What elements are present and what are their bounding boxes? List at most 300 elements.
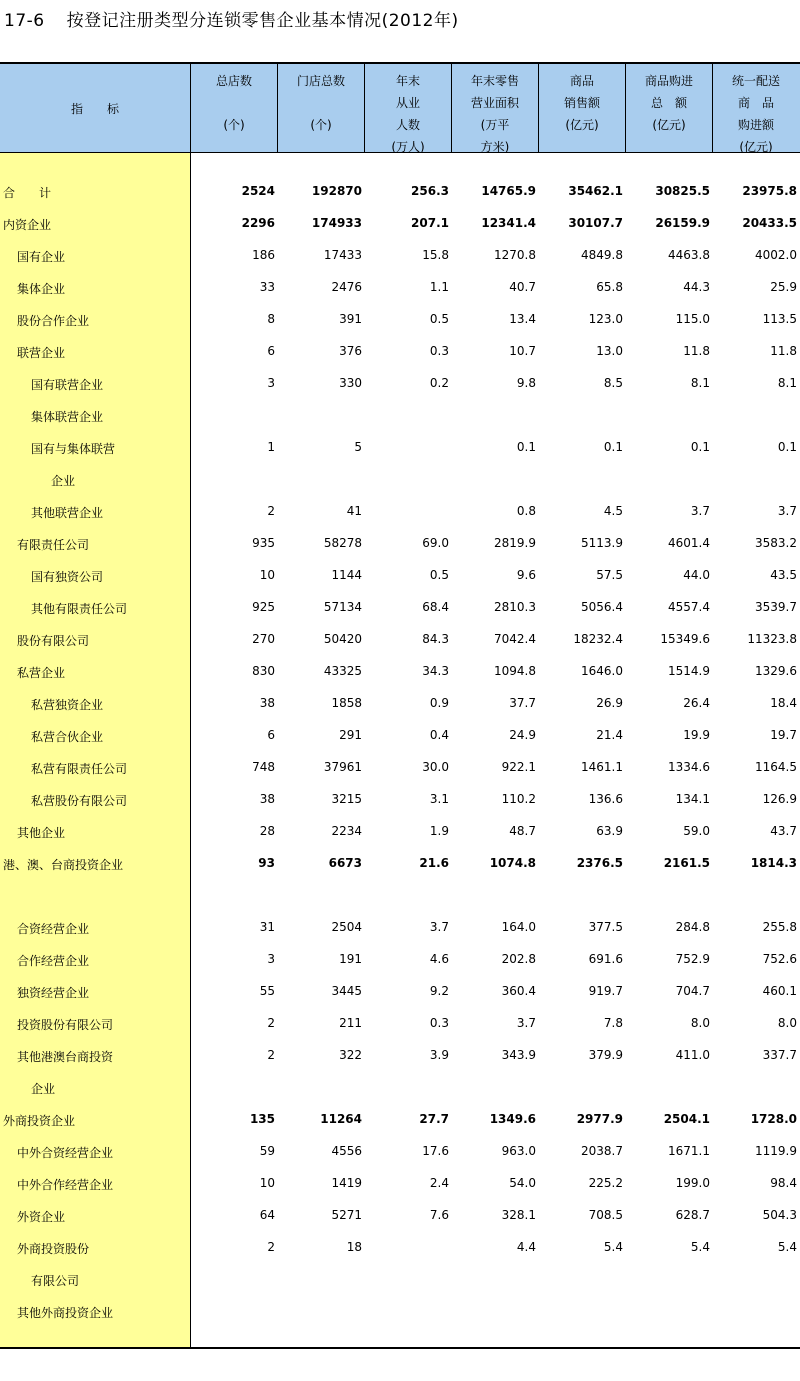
row-value: 113.5: [762, 312, 797, 326]
row-value: 6: [267, 728, 275, 742]
row-value: 69.0: [422, 536, 449, 550]
table-row: [0, 568, 800, 588]
row-value: 8.5: [603, 376, 623, 390]
row-value: 110.2: [501, 792, 536, 806]
header-column-line: 商品: [569, 74, 594, 88]
row-value: 15.8: [422, 248, 449, 262]
row-value: 704.7: [675, 984, 710, 998]
table-row: [0, 344, 800, 364]
row-value: 48.7: [509, 824, 536, 838]
row-value: 19.7: [770, 728, 797, 742]
row-value: 27.7: [419, 1112, 449, 1126]
row-label: 私营合伙企业: [31, 730, 104, 744]
row-label: 其他港澳台商投资: [17, 1050, 114, 1064]
row-value: 391: [339, 312, 362, 326]
table-row: [0, 888, 800, 908]
row-value: 43325: [323, 664, 362, 678]
row-value: 1349.6: [489, 1112, 536, 1126]
table-row: [0, 280, 800, 300]
row-label: 国有联营企业: [31, 378, 104, 392]
row-value: 830: [252, 664, 275, 678]
header-column-line: 方米): [480, 140, 510, 154]
row-value: 691.6: [588, 952, 623, 966]
table-row: [0, 824, 800, 844]
table-row: [0, 504, 800, 524]
header-column-line: 年末零售: [470, 74, 519, 88]
row-value: 186: [252, 248, 275, 262]
table-row: [0, 1016, 800, 1036]
row-value: 922.1: [501, 760, 536, 774]
table-row: [0, 1208, 800, 1228]
table-row: [0, 408, 800, 428]
row-label: 合作经营企业: [17, 954, 90, 968]
table-row: [0, 728, 800, 748]
row-label: 企业: [31, 1082, 56, 1096]
row-value: 343.9: [501, 1048, 536, 1062]
row-value: 28: [259, 824, 275, 838]
row-value: 3: [267, 952, 275, 966]
row-value: 57.5: [596, 568, 623, 582]
row-value: 0.9: [429, 696, 449, 710]
row-value: 14765.9: [481, 184, 536, 198]
row-value: 2: [267, 1240, 275, 1254]
row-value: 50420: [323, 632, 362, 646]
row-value: 9.8: [516, 376, 536, 390]
row-value: 0.1: [690, 440, 710, 454]
row-value: 64: [259, 1208, 275, 1222]
table-row: [0, 472, 800, 492]
row-label: 有限公司: [31, 1274, 80, 1288]
row-value: 8.1: [690, 376, 710, 390]
row-value: 5.4: [603, 1240, 623, 1254]
table-row: [0, 984, 800, 1004]
header-column-line: 购进额: [737, 118, 774, 132]
row-value: 9.2: [429, 984, 449, 998]
row-label: 内资企业: [3, 218, 52, 232]
row-value: 191: [339, 952, 362, 966]
row-value: 255.8: [762, 920, 797, 934]
row-value: 337.7: [762, 1048, 797, 1062]
row-value: 34.3: [422, 664, 449, 678]
row-value: 44.0: [683, 568, 710, 582]
row-value: 26.4: [683, 696, 710, 710]
row-value: 18: [346, 1240, 362, 1254]
row-value: 18.4: [770, 696, 797, 710]
table-row: [0, 376, 800, 396]
row-value: 1164.5: [755, 760, 797, 774]
row-value: 330: [339, 376, 362, 390]
row-value: 1074.8: [489, 856, 536, 870]
row-value: 4601.4: [668, 536, 710, 550]
row-label: 港、澳、台商投资企业: [3, 858, 124, 872]
row-value: 43.5: [770, 568, 797, 582]
row-value: 270: [252, 632, 275, 646]
row-value: 11323.8: [747, 632, 797, 646]
row-label: 私营企业: [17, 666, 66, 680]
row-value: 8.0: [690, 1016, 710, 1030]
row-value: 460.1: [762, 984, 797, 998]
row-value: 7.8: [603, 1016, 623, 1030]
header-column-line: (亿元): [739, 140, 773, 154]
row-value: 10: [259, 1176, 275, 1190]
table-row: [0, 1240, 800, 1260]
row-label: 外商投资股份: [17, 1242, 90, 1256]
row-value: 1858: [331, 696, 362, 710]
row-value: 38: [259, 696, 275, 710]
row-value: 628.7: [675, 1208, 710, 1222]
row-value: 5: [354, 440, 362, 454]
row-value: 1514.9: [668, 664, 710, 678]
header-column-line: 人数: [395, 118, 420, 132]
row-value: 5.4: [777, 1240, 797, 1254]
row-label: 国有独资公司: [31, 570, 104, 584]
header-column-line: (亿元): [565, 118, 599, 132]
row-value: 0.5: [429, 568, 449, 582]
row-value: 11.8: [770, 344, 797, 358]
row-value: 5113.9: [581, 536, 623, 550]
row-value: 411.0: [675, 1048, 710, 1062]
row-label: 中外合作经营企业: [17, 1178, 114, 1192]
row-value: 37.7: [509, 696, 536, 710]
row-value: 256.3: [411, 184, 449, 198]
row-value: 2504: [331, 920, 362, 934]
row-label: 外资企业: [17, 1210, 66, 1224]
row-value: 65.8: [596, 280, 623, 294]
table-row: [0, 600, 800, 620]
header-column: [190, 64, 278, 152]
table-row: [0, 1112, 800, 1132]
row-value: 4849.8: [581, 248, 623, 262]
row-value: 18232.4: [573, 632, 623, 646]
table-row: [0, 216, 800, 236]
row-value: 211: [339, 1016, 362, 1030]
header-indicator-label: 指 标: [70, 102, 119, 116]
row-value: 2524: [241, 184, 275, 198]
table-row: [0, 1144, 800, 1164]
row-value: 0.5: [429, 312, 449, 326]
table-row: [0, 792, 800, 812]
row-label: 投资股份有限公司: [17, 1018, 114, 1032]
header-column-line: 总 额: [650, 96, 687, 110]
row-value: 1671.1: [668, 1144, 710, 1158]
row-value: 10: [259, 568, 275, 582]
row-value: 1.9: [429, 824, 449, 838]
row-value: 3.7: [429, 920, 449, 934]
table-row: [0, 312, 800, 332]
row-value: 3.7: [777, 504, 797, 518]
row-value: 30825.5: [655, 184, 710, 198]
row-value: 26159.9: [655, 216, 710, 230]
row-value: 59.0: [683, 824, 710, 838]
header-column-line: (万人): [391, 140, 425, 154]
row-value: 6673: [328, 856, 362, 870]
row-value: 1.1: [429, 280, 449, 294]
row-value: 2476: [331, 280, 362, 294]
row-value: 13.0: [596, 344, 623, 358]
header-column: [625, 64, 713, 152]
row-label: 私营有限责任公司: [31, 762, 128, 776]
row-value: 0.8: [516, 504, 536, 518]
header-column-line: 销售额: [563, 96, 600, 110]
row-value: 4557.4: [668, 600, 710, 614]
row-value: 504.3: [762, 1208, 797, 1222]
row-label: 股份有限公司: [17, 634, 90, 648]
row-value: 93: [258, 856, 275, 870]
row-value: 2977.9: [576, 1112, 623, 1126]
row-value: 10.7: [509, 344, 536, 358]
row-value: 37961: [323, 760, 362, 774]
table-row: [0, 440, 800, 460]
row-value: 0.1: [516, 440, 536, 454]
row-value: 1270.8: [494, 248, 536, 262]
header-column-line: (个): [223, 118, 245, 132]
row-value: 2: [267, 1048, 275, 1062]
row-value: 12341.4: [481, 216, 536, 230]
table-row: [0, 1080, 800, 1100]
row-value: 2: [267, 504, 275, 518]
row-value: 1419: [331, 1176, 362, 1190]
row-value: 3.9: [429, 1048, 449, 1062]
row-value: 15349.6: [660, 632, 710, 646]
row-value: 4.4: [516, 1240, 536, 1254]
row-value: 63.9: [596, 824, 623, 838]
row-value: 3583.2: [755, 536, 797, 550]
row-value: 26.9: [596, 696, 623, 710]
row-value: 935: [252, 536, 275, 550]
row-value: 2: [267, 1016, 275, 1030]
row-value: 98.4: [770, 1176, 797, 1190]
row-value: 1094.8: [494, 664, 536, 678]
row-value: 123.0: [588, 312, 623, 326]
table-row: [0, 1304, 800, 1324]
row-value: 8: [267, 312, 275, 326]
row-value: 38: [259, 792, 275, 806]
table-row: [0, 856, 800, 876]
header-column-line: 总店数: [215, 74, 252, 88]
row-value: 199.0: [675, 1176, 710, 1190]
indicator-column-background: [0, 153, 190, 1347]
row-value: 3539.7: [755, 600, 797, 614]
row-value: 5056.4: [581, 600, 623, 614]
row-value: 1334.6: [668, 760, 710, 774]
row-value: 30.0: [422, 760, 449, 774]
row-value: 84.3: [422, 632, 449, 646]
row-value: 57134: [323, 600, 362, 614]
row-value: 7.6: [429, 1208, 449, 1222]
header-indicator: [0, 64, 190, 152]
header-column-line: 统一配送: [731, 74, 780, 88]
row-value: 1119.9: [755, 1144, 797, 1158]
row-label: 外商投资企业: [3, 1114, 76, 1128]
row-value: 1646.0: [581, 664, 623, 678]
row-value: 2038.7: [581, 1144, 623, 1158]
header-column-line: 从业: [395, 96, 420, 110]
row-value: 44.3: [683, 280, 710, 294]
header-column-line: 商 品: [737, 96, 774, 110]
row-value: 126.9: [762, 792, 797, 806]
table-row: [0, 1272, 800, 1292]
row-value: 3: [267, 376, 275, 390]
row-value: 2819.9: [494, 536, 536, 550]
row-value: 1144: [331, 568, 362, 582]
row-value: 2504.1: [663, 1112, 710, 1126]
row-value: 4.6: [429, 952, 449, 966]
row-value: 360.4: [501, 984, 536, 998]
table-row: [0, 632, 800, 652]
row-value: 6: [267, 344, 275, 358]
row-value: 752.6: [762, 952, 797, 966]
row-value: 13.4: [509, 312, 536, 326]
row-value: 115.0: [675, 312, 710, 326]
row-value: 8.0: [777, 1016, 797, 1030]
table-row: [0, 952, 800, 972]
row-value: 2376.5: [576, 856, 623, 870]
row-value: 284.8: [675, 920, 710, 934]
row-value: 3445: [331, 984, 362, 998]
row-value: 17433: [323, 248, 362, 262]
header-column-line: (个): [310, 118, 332, 132]
row-value: 24.9: [509, 728, 536, 742]
row-value: 164.0: [501, 920, 536, 934]
row-label: 中外合资经营企业: [17, 1146, 114, 1160]
row-value: 322: [339, 1048, 362, 1062]
row-label: 合 计: [3, 186, 52, 200]
row-value: 708.5: [588, 1208, 623, 1222]
row-value: 136.6: [588, 792, 623, 806]
row-value: 59: [259, 1144, 275, 1158]
row-label: 股份合作企业: [17, 314, 90, 328]
row-value: 2296: [241, 216, 275, 230]
row-value: 11.8: [683, 344, 710, 358]
row-label: 私营独资企业: [31, 698, 104, 712]
row-label: 集体联营企业: [31, 410, 104, 424]
row-value: 379.9: [588, 1048, 623, 1062]
row-value: 4463.8: [668, 248, 710, 262]
header-column-line: 商品购进: [644, 74, 693, 88]
row-value: 9.6: [516, 568, 536, 582]
row-value: 963.0: [501, 1144, 536, 1158]
row-value: 192870: [311, 184, 362, 198]
table-title: [4, 6, 459, 31]
row-value: 5271: [331, 1208, 362, 1222]
row-value: 23975.8: [742, 184, 797, 198]
row-value: 19.9: [683, 728, 710, 742]
row-value: 4556: [331, 1144, 362, 1158]
row-value: 0.1: [603, 440, 623, 454]
header-column: [451, 64, 539, 152]
row-value: 328.1: [501, 1208, 536, 1222]
header-column: [712, 64, 800, 152]
row-value: 7042.4: [494, 632, 536, 646]
row-value: 40.7: [509, 280, 536, 294]
row-value: 748: [252, 760, 275, 774]
header-column-line: (万平: [480, 118, 510, 132]
row-value: 919.7: [588, 984, 623, 998]
header-column-line: 营业面积: [470, 96, 519, 110]
row-value: 1814.3: [750, 856, 797, 870]
row-value: 21.6: [419, 856, 449, 870]
row-value: 291: [339, 728, 362, 742]
row-value: 1461.1: [581, 760, 623, 774]
table-row: [0, 1048, 800, 1068]
row-label: 国有企业: [17, 250, 66, 264]
row-value: 41: [346, 504, 362, 518]
row-value: 925: [252, 600, 275, 614]
row-label: 企业: [51, 474, 76, 488]
row-label: 合资经营企业: [17, 922, 90, 936]
header-column-line: (亿元): [652, 118, 686, 132]
header-column-line: 门店总数: [296, 74, 345, 88]
table-row: [0, 920, 800, 940]
row-value: 0.2: [429, 376, 449, 390]
header-column: [277, 64, 365, 152]
row-value: 207.1: [411, 216, 449, 230]
row-value: 5.4: [690, 1240, 710, 1254]
row-value: 174933: [311, 216, 362, 230]
table-row: [0, 760, 800, 780]
header-column: [364, 64, 452, 152]
row-value: 1728.0: [750, 1112, 797, 1126]
row-value: 54.0: [509, 1176, 536, 1190]
row-label: 其他联营企业: [31, 506, 104, 520]
row-value: 0.3: [429, 344, 449, 358]
table-row: [0, 696, 800, 716]
row-value: 2234: [331, 824, 362, 838]
row-value: 2161.5: [663, 856, 710, 870]
row-value: 68.4: [422, 600, 449, 614]
row-value: 21.4: [596, 728, 623, 742]
row-value: 35462.1: [568, 184, 623, 198]
row-value: 33: [259, 280, 275, 294]
table-row: [0, 664, 800, 684]
row-value: 202.8: [501, 952, 536, 966]
header-column-line: 年末: [395, 74, 420, 88]
row-label: 其他企业: [17, 826, 66, 840]
row-value: 752.9: [675, 952, 710, 966]
row-value: 3.1: [429, 792, 449, 806]
table-row: [0, 248, 800, 268]
row-value: 0.4: [429, 728, 449, 742]
row-label: 其他有限责任公司: [31, 602, 128, 616]
row-value: 31: [259, 920, 275, 934]
row-label: 独资经营企业: [17, 986, 90, 1000]
row-value: 134.1: [675, 792, 710, 806]
row-value: 25.9: [770, 280, 797, 294]
row-label: 有限责任公司: [17, 538, 90, 552]
row-value: 376: [339, 344, 362, 358]
header-column: [538, 64, 626, 152]
row-value: 3.7: [690, 504, 710, 518]
row-label: 国有与集体联营: [31, 442, 116, 456]
row-value: 4.5: [603, 504, 623, 518]
table-row: [0, 1176, 800, 1196]
row-value: 135: [249, 1112, 275, 1126]
row-label: 联营企业: [17, 346, 66, 360]
table-row: [0, 184, 800, 204]
row-value: 3215: [331, 792, 362, 806]
row-value: 11264: [320, 1112, 362, 1126]
row-value: 1329.6: [755, 664, 797, 678]
table-bottom-rule: [0, 1347, 800, 1349]
row-label: 私营股份有限公司: [31, 794, 128, 808]
row-value: 1: [267, 440, 275, 454]
row-label: 集体企业: [17, 282, 66, 296]
row-value: 3.7: [516, 1016, 536, 1030]
row-value: 55: [259, 984, 275, 998]
row-value: 17.6: [422, 1144, 449, 1158]
row-value: 58278: [323, 536, 362, 550]
row-value: 0.1: [777, 440, 797, 454]
